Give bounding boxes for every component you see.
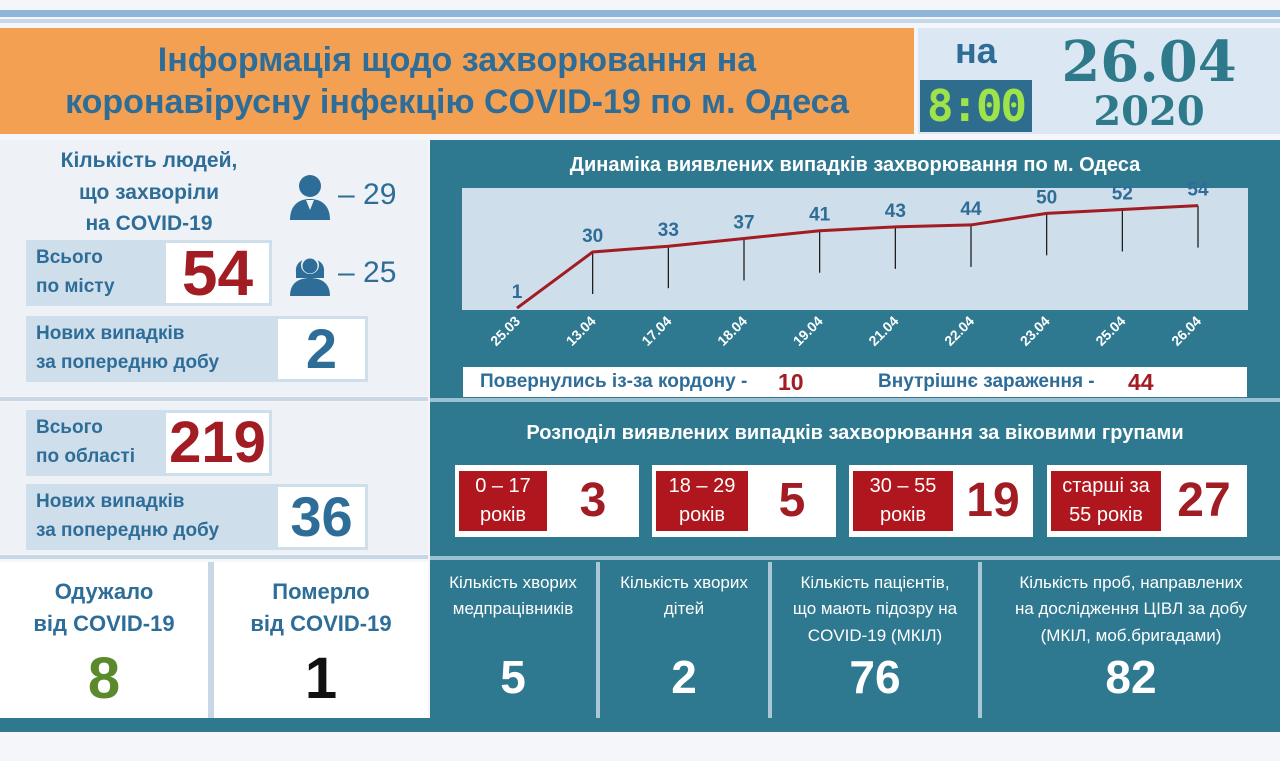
data-label: 43 — [884, 200, 906, 222]
line-chart — [430, 180, 1280, 370]
city-total-card — [26, 237, 272, 309]
age-group-label: 0 – 17 років — [459, 471, 547, 531]
x-tick-label: 25.04 — [1092, 312, 1129, 349]
medics-label: Кількість хворих медпрацівників — [449, 573, 577, 619]
age-group-value: 3 — [579, 474, 607, 527]
data-label: 30 — [582, 226, 604, 247]
city-new-card — [26, 316, 368, 382]
suspected-label: Кількість пацієнтів, що мають підозру на COVID-19 (МКІЛ) — [792, 573, 958, 645]
data-label: 44 — [960, 198, 982, 220]
age-group-value: 5 — [778, 474, 806, 527]
top-stripe-light — [0, 19, 1280, 23]
legend-local-value: 44 — [1128, 369, 1154, 395]
region-total-value: 219 — [169, 410, 266, 475]
legend-abroad-label: Повернулись із-за кордону - — [480, 371, 748, 392]
city-total-label: Всього по місту — [36, 247, 115, 297]
region-new-value: 36 — [290, 485, 353, 548]
died-value: 1 — [304, 646, 338, 711]
city-new-value-box — [278, 319, 365, 379]
x-tick-label: 25.03 — [487, 312, 524, 349]
tests-label: Кількість проб, направлених на дослідження ЦІВЛ за добу (МКІЛ, моб.бригадами) — [1014, 573, 1248, 645]
x-tick-label: 13.04 — [562, 312, 599, 349]
x-tick-label: 21.04 — [865, 312, 902, 349]
time-value: 8:00 — [927, 80, 1025, 132]
city-total-value: 54 — [181, 237, 254, 309]
date-year: 2020 — [1093, 88, 1205, 135]
region-total-card — [26, 410, 272, 476]
region-new-label: Нових випадків за попередню добу — [36, 491, 220, 541]
legend-abroad-value: 10 — [778, 369, 804, 395]
man-icon — [288, 172, 332, 220]
recovered-card — [0, 562, 208, 720]
chart-title: Динаміка виявлених випадків захворювання по м. Одеса — [569, 154, 1141, 176]
x-tick-label: 17.04 — [638, 312, 675, 349]
suspected-card — [772, 562, 978, 716]
medics-value: 5 — [500, 651, 526, 703]
age-card-30-55 — [849, 465, 1033, 537]
children-value: 2 — [671, 651, 697, 703]
men-count: – 29 — [338, 178, 397, 211]
x-tick-label: 26.04 — [1168, 312, 1205, 349]
children-card — [600, 562, 768, 716]
divider — [430, 556, 1280, 560]
region-total-value-box — [166, 410, 269, 475]
children-label: Кількість хворих дітей — [620, 573, 748, 619]
age-title: Розподіл виявлених випадків захворювання за віковими групами — [526, 422, 1184, 444]
suspected-value: 76 — [849, 651, 901, 703]
people-label: Кількість людей, що захворіли на COVID-19 — [60, 149, 238, 235]
data-label: 37 — [733, 212, 755, 234]
medics-card — [430, 562, 596, 716]
divider — [0, 555, 428, 559]
age-card-0-17 — [455, 465, 639, 537]
woman-icon — [288, 248, 332, 296]
age-group-label: 18 – 29 років — [656, 471, 748, 531]
recovered-value: 8 — [87, 646, 121, 711]
na-label: на — [955, 30, 997, 71]
data-label: 50 — [1036, 187, 1058, 209]
x-tick-label: 22.04 — [941, 312, 978, 349]
date-day: 26.04 — [1061, 29, 1237, 95]
recovered-label: Одужало від COVID-19 — [33, 579, 175, 636]
divider — [0, 397, 428, 401]
chart-legend — [463, 367, 1247, 397]
age-group-value: 19 — [966, 474, 1020, 527]
top-stripe — [0, 10, 1280, 17]
data-label: 41 — [809, 204, 831, 226]
data-label: 52 — [1111, 183, 1133, 205]
died-label: Померло від COVID-19 — [250, 579, 392, 636]
city-new-label: Нових випадків за попередню добу — [36, 323, 220, 373]
age-group-label: 30 – 55 років — [853, 471, 953, 531]
x-tick-label: 19.04 — [789, 312, 826, 349]
header-title-box — [0, 28, 914, 134]
bottom-bar — [0, 718, 1280, 732]
tests-value: 82 — [1105, 651, 1157, 703]
died-card — [214, 562, 428, 720]
age-card-18-29 — [652, 465, 836, 537]
region-new-value-box — [278, 487, 365, 547]
city-new-value: 2 — [305, 317, 338, 380]
city-total-value-box — [166, 237, 269, 309]
data-label: 33 — [657, 220, 679, 242]
region-new-card — [26, 484, 368, 550]
time-display — [920, 80, 1032, 132]
data-label: 54 — [1187, 180, 1209, 201]
region-total-label: Всього по області — [36, 417, 136, 467]
divider — [430, 398, 1280, 402]
women-count: – 25 — [338, 256, 397, 289]
age-group-label: старші за 55 років — [1051, 471, 1161, 531]
x-tick-label: 23.04 — [1016, 312, 1053, 349]
tests-card — [982, 562, 1280, 716]
plot-area — [462, 188, 1248, 310]
page-title: Інформація щодо захворювання на коронавірусну інфекцію COVID-19 по м. Одеса — [65, 40, 849, 121]
x-tick-label: 18.04 — [714, 312, 751, 349]
data-label: 1 — [511, 282, 523, 304]
legend-local-label: Внутрішнє зараження - — [878, 371, 1095, 392]
bottom-strip — [0, 732, 1280, 761]
age-group-value: 27 — [1177, 474, 1231, 527]
age-card-55-plus — [1047, 465, 1247, 537]
